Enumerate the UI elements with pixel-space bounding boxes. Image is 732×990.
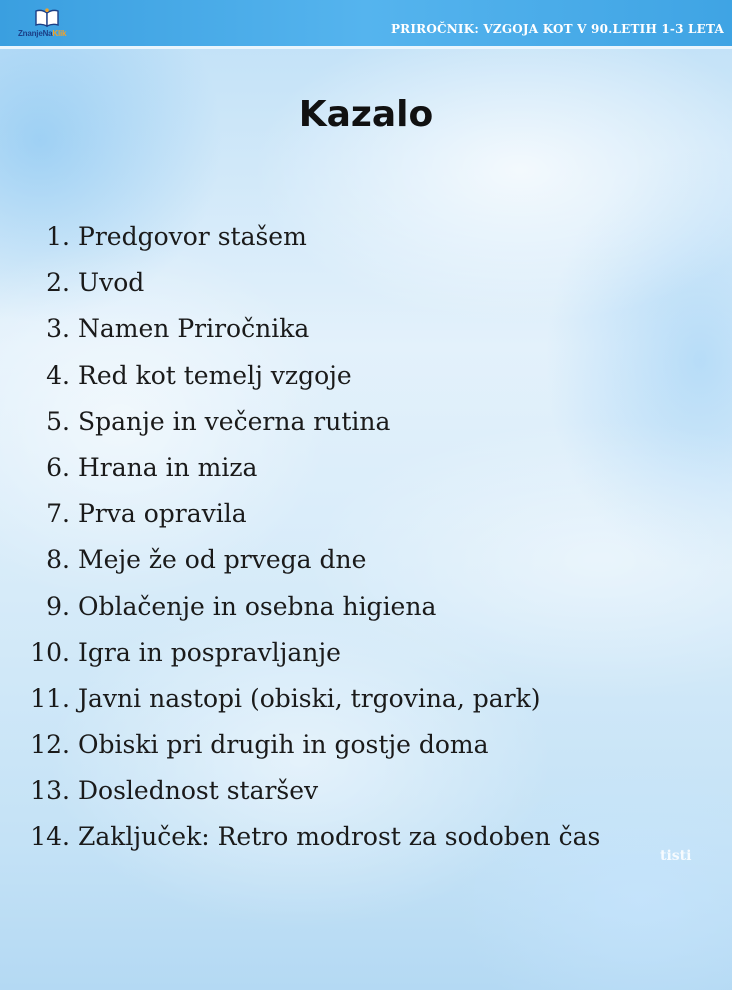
- header-bar: [0, 0, 732, 49]
- toc-item-label: Uvod: [78, 268, 145, 298]
- toc-item-number: 14.: [30, 822, 70, 852]
- toc-item-number: 3.: [46, 314, 70, 344]
- toc-item-label: Oblačenje in osebna higiena: [78, 591, 437, 621]
- toc-item-label: Javni nastopi (obiski, trgovina, park): [78, 683, 541, 713]
- toc-item-label: Red kot temelj vzgoje: [78, 360, 352, 390]
- watermark: tisti: [660, 848, 692, 864]
- toc-item-label: Igra in pospravljanje: [78, 637, 341, 667]
- toc-item-number: 11.: [30, 683, 70, 713]
- toc-item-number: 5.: [46, 406, 70, 436]
- page-title: Kazalo: [298, 94, 434, 135]
- toc-item-label: Prva opravila: [78, 499, 247, 529]
- toc-item-number: 12.: [30, 730, 70, 760]
- toc-item-label: Doslednost staršev: [78, 776, 319, 806]
- toc-item-number: 8.: [46, 545, 70, 575]
- logo[interactable]: [18, 8, 78, 40]
- toc-item-number: 1.: [46, 222, 70, 251]
- toc-item-label: Meje že od prvega dne: [78, 545, 367, 575]
- toc-item-number: 7.: [46, 499, 70, 529]
- toc-item-number: 10.: [30, 637, 70, 667]
- toc-item-label: Predgovor stašem: [78, 222, 307, 251]
- book-icon: [34, 8, 60, 28]
- toc-item-label: Spanje in večerna rutina: [78, 406, 391, 436]
- toc-item-number: 4.: [46, 360, 70, 390]
- toc-item-number: 6.: [46, 452, 70, 482]
- header-title: PRIROČNIK: VZGOJA KOT V 90.LETIH 1-3 LETA: [390, 22, 724, 36]
- toc-item-label: Namen Priročnika: [78, 314, 310, 344]
- logo-text-part2: Klik: [52, 29, 67, 38]
- toc-item-number: 13.: [30, 776, 70, 806]
- toc-item-label: Zaključek: Retro modrost za sodoben čas: [78, 822, 601, 852]
- toc-item-label: Obiski pri drugih in gostje doma: [78, 730, 489, 760]
- logo-text-part1: ZnanjeNa: [18, 29, 53, 38]
- toc-item-label: Hrana in miza: [78, 452, 258, 482]
- toc-item-number: 9.: [46, 591, 70, 621]
- toc-item-number: 2.: [46, 268, 70, 298]
- logo-text: [18, 29, 66, 38]
